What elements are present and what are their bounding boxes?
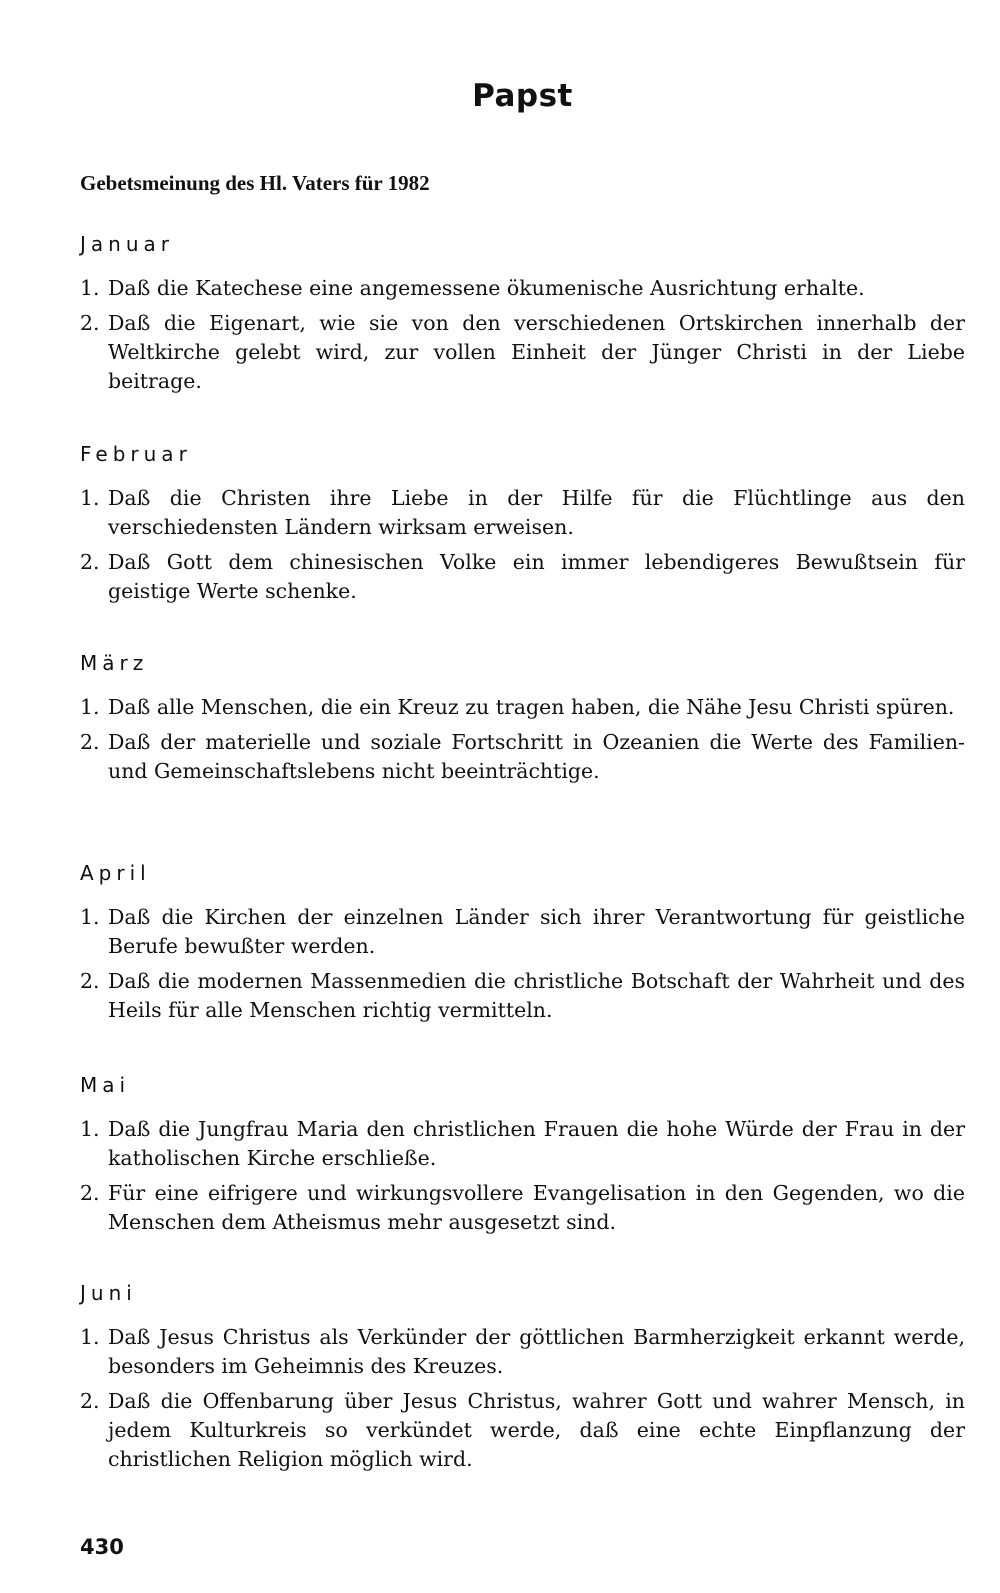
prayer-item [80,548,965,606]
prayer-item [80,1387,965,1474]
item-number: 2. [80,1389,100,1413]
item-number: 1. [80,695,100,719]
item-text: Daß die Offenbarung über Jesus Christus, wahrer Gott und wahrer Mensch, in jedem Kulturkreis so verkündet werde, daß eine echte Einpflanzung der christlichen Religion möglich wird. [108,1389,965,1471]
prayer-item [80,967,965,1025]
item-text: Daß Gott dem chinesischen Volke ein immer lebendigeres Bewußtsein für geistige Werte schenke. [108,550,965,603]
month-section-februar [80,442,965,612]
month-heading: Februar [80,442,192,466]
prayer-item [80,693,965,722]
item-number: 2. [80,730,100,754]
month-heading: Juni [80,1281,137,1305]
month-section-juni [80,1281,965,1480]
prayer-item [80,728,965,786]
item-number: 1. [80,1117,100,1141]
month-heading: Mai [80,1073,131,1097]
item-text: Daß alle Menschen, die ein Kreuz zu tragen haben, die Nähe Jesu Christi spüren. [108,695,955,719]
item-number: 1. [80,1325,100,1349]
item-text: Daß die Christen ihre Liebe in der Hilfe für die Flüchtlinge aus den verschiedensten Ländern wirksam erweisen. [108,486,965,539]
month-heading: Januar [80,232,174,256]
item-text: Daß die Kirchen der einzelnen Länder sich ihrer Verantwortung für geistliche Berufe bewußter werden. [108,905,965,958]
month-heading: März [80,651,149,675]
prayer-item [80,484,965,542]
month-section-maerz [80,651,965,792]
prayer-item [80,309,965,396]
item-text: Daß die Jungfrau Maria den christlichen Frauen die hohe Würde der Frau in der katholischen Kirche erschließe. [108,1117,965,1170]
month-section-januar [80,232,965,402]
prayer-item [80,903,965,961]
item-number: 2. [80,969,100,993]
prayer-item [80,1323,965,1381]
item-text: Daß die Eigenart, wie sie von den verschiedenen Ortskirchen innerhalb der Weltkirche gelebt wird, zur vollen Einheit der Jünger Christi in der Liebe beitrage. [108,311,965,393]
page-number: 430 [80,1535,124,1559]
item-number: 2. [80,311,100,335]
prayer-item [80,1179,965,1237]
page-title: Papst [472,78,573,114]
item-number: 2. [80,550,100,574]
prayer-item [80,1115,965,1173]
section-heading: Gebetsmeinung des Hl. Vaters für 1982 [80,171,430,195]
item-number: 1. [80,486,100,510]
item-text: Für eine eifrigere und wirkungsvollere Evangelisation in den Gegenden, wo die Menschen dem Atheismus mehr ausgesetzt sind. [108,1181,965,1234]
item-text: Daß die Katechese eine angemessene ökumenische Ausrichtung erhalte. [108,276,865,300]
month-section-mai [80,1073,965,1243]
item-text: Daß der materielle und soziale Fortschritt in Ozeanien die Werte des Familien- und Gemeinschaftslebens nicht beeinträchtige. [108,730,965,783]
item-text: Daß die modernen Massenmedien die christliche Botschaft der Wahrheit und des Heils für alle Menschen richtig vermitteln. [108,969,965,1022]
item-text: Daß Jesus Christus als Verkünder der göttlichen Barmherzigkeit erkannt werde, besonders im Geheimnis des Kreuzes. [108,1325,965,1378]
item-number: 1. [80,905,100,929]
month-section-april [80,861,965,1031]
item-number: 1. [80,276,100,300]
month-heading: April [80,861,151,885]
item-number: 2. [80,1181,100,1205]
prayer-item [80,274,965,303]
